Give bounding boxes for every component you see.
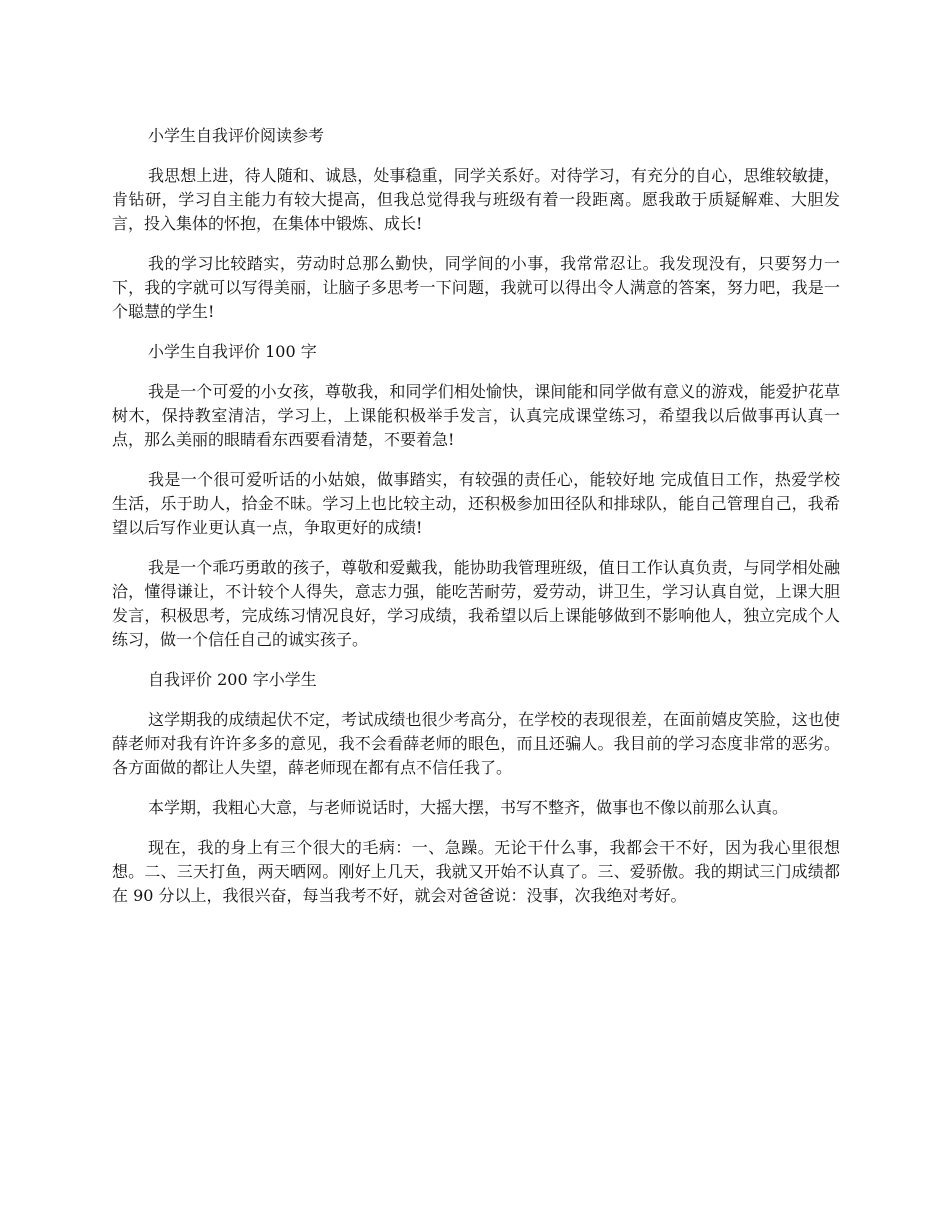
paragraph-8: 现在，我的身上有三个很大的毛病：一、急躁。无论干什么事，我都会干不好，因为我心里很想想。二、三天打鱼，两天晒网。刚好上几天，我就又开始不认真了。三、爱骄傲。我的期试三门成绩都在 90 分以上，我很兴奋，每当我考不好，就会对爸爸说：没事，次我绝对考好。 (112, 838, 840, 905)
section-heading-1: 小学生自我评价阅读参考 (148, 126, 325, 145)
paragraph-7: 本学期，我粗心大意，与老师说话时，大摇大摆，书写不整齐，做事也不像以前那么认真。 (148, 798, 789, 817)
section-heading-2: 小学生自我评价 100 字 (148, 342, 317, 361)
paragraph-1: 我思想上进，待人随和、诚恳，处事稳重，同学关系好。对待学习，有充分的自心，思维较敏捷，肯钻研，学习自主能力有较大提高，但我总觉得我与班级有着一段距离。愿我敢于质疑解难、大胆发言，投入集体的怀抱，在集体中锻炼、成长! (112, 166, 840, 233)
paragraph-2: 我的学习比较踏实，劳动时总那么勤快，同学间的小事，我常常忍让。我发现没有，只要努力一下，我的字就可以写得美丽，让脑子多思考一下问题，我就可以得出令人满意的答案，努力吧，我是一个聪慧的学生! (112, 254, 840, 321)
section-heading-3: 自我评价 200 字小学生 (148, 670, 317, 689)
paragraph-4: 我是一个很可爱听话的小姑娘，做事踏实，有较强的责任心，能较好地 完成值日工作，热爱学校生活，乐于助人，拾金不昧。学习上也比较主动，还积极参加田径队和排球队，能自己管理自己，我希望以后写作业更认真一点，争取更好的成绩! (112, 470, 840, 537)
paragraph-5: 我是一个乖巧勇敢的孩子，尊敬和爱戴我，能协助我管理班级，值日工作认真负责，与同学相处融洽，懂得谦让，不计较个人得失，意志力强，能吃苦耐劳，爱劳动，讲卫生，学习认真自觉，上课大胆发言，积极思考，完成练习情况良好，学习成绩，我希望以后上课能够做到不影响他人，独立完成个人练习，做一个信任自己的诚实孩子。 (112, 558, 840, 649)
document-body (112, 124, 840, 924)
paragraph-6: 这学期我的成绩起伏不定，考试成绩也很少考高分，在学校的表现很差，在面前嬉皮笑脸，这也使薛老师对我有许许多多的意见，我不会看薛老师的眼色，而且还骗人。我目前的学习态度非常的恶劣。各方面做的都让人失望，薛老师现在都有点不信任我了。 (112, 710, 840, 777)
paragraph-3: 我是一个可爱的小女孩，尊敬我，和同学们相处愉快，课间能和同学做有意义的游戏，能爱护花草树木，保持教室清洁，学习上，上课能积极举手发言，认真完成课堂练习，希望我以后做事再认真一点，那么美丽的眼睛看东西要看清楚，不要着急! (112, 382, 840, 449)
